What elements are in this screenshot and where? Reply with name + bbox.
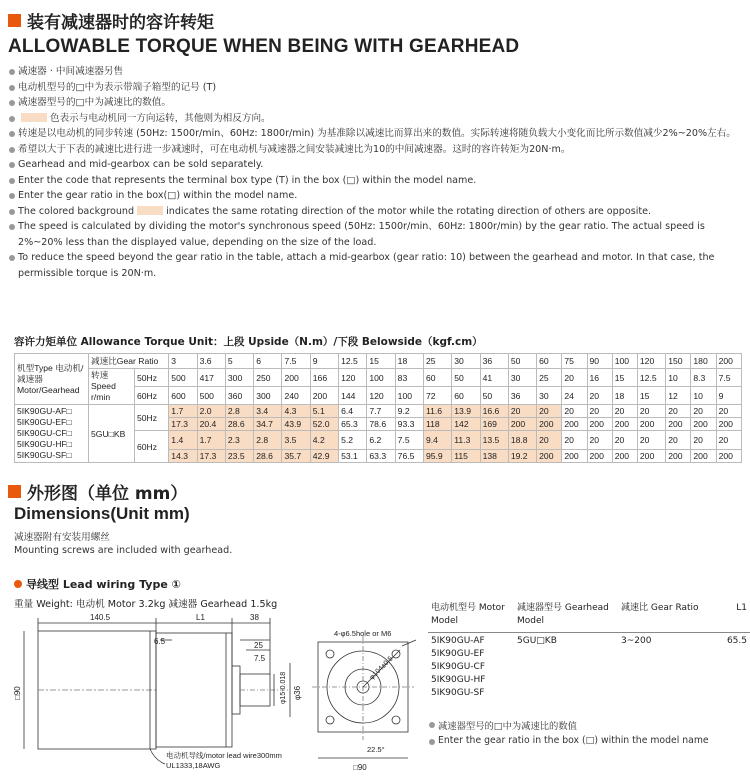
speed-cell: 50 xyxy=(480,387,508,405)
torque-cell: 20 xyxy=(612,405,637,418)
torque-cell: 18.8 xyxy=(508,431,536,450)
speed-cell: 18 xyxy=(612,387,637,405)
speed-cell: 250 xyxy=(254,369,282,387)
speed-cell: 10 xyxy=(691,387,716,405)
dim-25: 25 xyxy=(254,641,263,650)
ratio-cell: 5 xyxy=(225,354,253,369)
motor-model: 5IK90GU-CF xyxy=(431,661,486,672)
torque-cell: 2.3 xyxy=(225,431,253,450)
ratio-cell: 36 xyxy=(480,354,508,369)
torque-cell: 2.8 xyxy=(254,431,282,450)
torque-cell: 20 xyxy=(666,405,691,418)
torque-cell: 52.0 xyxy=(310,418,338,431)
title-en: ALLOWABLE TORQUE WHEN BEING WITH GEARHEAD xyxy=(8,36,520,57)
speed-cell: 12 xyxy=(666,387,691,405)
hz-50: 50Hz xyxy=(135,405,169,431)
speed-cell: 200 xyxy=(282,369,310,387)
motor-model: 5IK90GU-HF xyxy=(431,674,486,685)
speed-cell: 300 xyxy=(254,387,282,405)
torque-cell: 5.1 xyxy=(310,405,338,418)
torque-cell: 14.3 xyxy=(169,450,197,463)
ratio-cell: 30 xyxy=(452,354,480,369)
torque-cell: 200 xyxy=(508,418,536,431)
header-ratio: 减速比Gear Ratio xyxy=(89,354,169,369)
ratio-cell: 180 xyxy=(691,354,716,369)
speed-cell: 60 xyxy=(423,369,451,387)
ul-label: UL1333,18AWG xyxy=(166,761,221,770)
dim-shaft-dia: φ15-0.018 xyxy=(280,671,287,704)
torque-cell: 200 xyxy=(562,450,587,463)
motor-model: 5IK90GU-EF xyxy=(431,648,485,659)
torque-cell: 13.5 xyxy=(480,431,508,450)
ratio-cell: 25 xyxy=(423,354,451,369)
note: Enter the code that represents the terminal box type (T) in the box (□) within the model name. xyxy=(8,173,744,189)
torque-cell: 76.5 xyxy=(395,450,423,463)
speed-cell: 144 xyxy=(339,387,367,405)
gearhead-header: 减速器型号 Gearhead Model xyxy=(514,600,618,632)
speed-cell: 240 xyxy=(282,387,310,405)
speed-cell: 20 xyxy=(587,387,612,405)
torque-cell: 53.1 xyxy=(339,450,367,463)
speed-cell: 200 xyxy=(310,387,338,405)
torque-cell: 2.8 xyxy=(225,405,253,418)
ratio-cell: 18 xyxy=(395,354,423,369)
note: 减速器型号的□中为减速比的数值 xyxy=(428,718,577,732)
gearhead-model: 5GU□KB xyxy=(517,635,557,646)
l1-header: L1 xyxy=(708,600,750,632)
dim-note-cn: 减速器附有安装用螺丝 xyxy=(14,532,110,543)
note-text: 色表示与电动机同一方向运转，其他则为相反方向。 xyxy=(50,112,271,124)
torque-cell: 19.2 xyxy=(508,450,536,463)
weight: 重量 Weight: 电动机 Motor 3.2kg 减速器 Gearhead 1.5kg xyxy=(14,599,278,610)
note: 希望以大于下表的减速比进行进一步减速时，可在电动机与减速器之间安装减速比为10的中间减速器。这时的容许转矩为20N·m。 xyxy=(8,142,744,158)
torque-cell: 20 xyxy=(537,431,562,450)
dim-l1: L1 xyxy=(196,613,205,622)
torque-cell: 17.3 xyxy=(169,418,197,431)
gearhead-body xyxy=(156,633,232,747)
note: 减速器 · 中间减速器另售 xyxy=(8,64,744,80)
speed-cell: 20 xyxy=(562,369,587,387)
model-table xyxy=(428,600,750,702)
speed-cell: 50 xyxy=(452,369,480,387)
ratio-cell: 15 xyxy=(367,354,395,369)
torque-cell: 65.3 xyxy=(339,418,367,431)
torque-cell: 11.3 xyxy=(452,431,480,450)
ratio-cell: 150 xyxy=(666,354,691,369)
torque-cell: 118 xyxy=(423,418,451,431)
torque-cell: 43.9 xyxy=(282,418,310,431)
torque-cell: 23.5 xyxy=(225,450,253,463)
torque-cell: 20 xyxy=(691,431,716,450)
motor-list xyxy=(428,632,514,702)
speed-cell: 100 xyxy=(367,369,395,387)
model-note-en xyxy=(428,735,709,746)
speed-cell: 15 xyxy=(612,369,637,387)
ratio-cell: 90 xyxy=(587,354,612,369)
torque-cell: 95.9 xyxy=(423,450,451,463)
torque-cell: 11.6 xyxy=(423,405,451,418)
torque-cell: 200 xyxy=(666,450,691,463)
pcd-label: φ104±0.5 xyxy=(368,655,395,682)
torque-cell: 35.7 xyxy=(282,450,310,463)
torque-cell: 20 xyxy=(562,431,587,450)
torque-cell: 28.6 xyxy=(254,450,282,463)
dim-6-5: 6.5 xyxy=(154,637,166,646)
lead-type-label: 导线型 Lead wiring Type ① xyxy=(26,578,181,591)
torque-cell: 20 xyxy=(612,431,637,450)
ratio-cell: 120 xyxy=(637,354,665,369)
speed-cell: 500 xyxy=(197,387,225,405)
ratio-cell: 100 xyxy=(612,354,637,369)
torque-cell: 2.0 xyxy=(197,405,225,418)
torque-cell: 6.2 xyxy=(367,431,395,450)
speed-cell: 16 xyxy=(587,369,612,387)
torque-cell: 3.4 xyxy=(254,405,282,418)
speed-cell: 30 xyxy=(537,387,562,405)
ratio-header: 减速比 Gear Ratio xyxy=(618,600,708,632)
torque-cell: 138 xyxy=(480,450,508,463)
note: 转速是以电动机的同步转速 (50Hz: 1500r/min、60Hz: 1800r/min) 为基准除以减速比而算出来的数值。实际转速将随负载大小变化而比所示数值减少2%~20%左右。 xyxy=(8,126,744,142)
hz-60: 60Hz xyxy=(135,387,169,405)
torque-cell: 34.7 xyxy=(254,418,282,431)
torque-cell: 20 xyxy=(508,405,536,418)
torque-cell: 42.9 xyxy=(310,450,338,463)
note: Enter the gear ratio in the box (□) within the model name xyxy=(428,735,709,746)
torque-cell: 4.3 xyxy=(282,405,310,418)
torque-cell: 200 xyxy=(691,418,716,431)
holes-label: 4-φ6.5hole or M6 xyxy=(334,629,392,638)
torque-cell: 200 xyxy=(691,450,716,463)
torque-cell: 200 xyxy=(612,418,637,431)
torque-cell: 200 xyxy=(562,418,587,431)
torque-cell: 6.4 xyxy=(339,405,367,418)
dim-90: □90 xyxy=(13,686,22,700)
dim-7-5: 7.5 xyxy=(254,654,266,663)
speed-cell: 60 xyxy=(452,387,480,405)
ratio-cell: 200 xyxy=(716,354,741,369)
torque-cell: 1.7 xyxy=(169,405,197,418)
torque-cell: 200 xyxy=(587,418,612,431)
torque-cell: 16.6 xyxy=(480,405,508,418)
wire-label: 电动机导线/motor lead wire300mm xyxy=(166,751,282,760)
torque-cell: 9.4 xyxy=(423,431,451,450)
torque-cell: 9.2 xyxy=(395,405,423,418)
motor-model: 5IK90GU-SF xyxy=(431,687,485,698)
angle-label: 22.5° xyxy=(367,745,385,754)
dim-note-en: Mounting screws are included with gearhead. xyxy=(14,545,233,556)
torque-cell: 20 xyxy=(691,405,716,418)
torque-cell: 63.3 xyxy=(367,450,395,463)
header-speed: 转速Speed r/min xyxy=(89,369,135,405)
note-text: The colored background xyxy=(18,205,135,217)
torque-cell: 200 xyxy=(716,418,741,431)
torque-cell: 3.5 xyxy=(282,431,310,450)
torque-cell: 17.3 xyxy=(197,450,225,463)
torque-cell: 20 xyxy=(637,405,665,418)
gear-ratio: 3~200 xyxy=(621,635,652,646)
torque-cell: 200 xyxy=(637,450,665,463)
torque-cell: 20 xyxy=(537,405,562,418)
dim-38: 38 xyxy=(250,613,259,622)
speed-cell: 24 xyxy=(562,387,587,405)
torque-cell: 1.4 xyxy=(169,431,197,450)
torque-cell: 200 xyxy=(637,418,665,431)
speed-cell: 36 xyxy=(508,387,536,405)
title-cn: 装有减速器时的容许转矩 xyxy=(27,13,214,33)
hz-60: 60Hz xyxy=(135,431,169,463)
speed-cell: 41 xyxy=(480,369,508,387)
note: Enter the gear ratio in the box(□) within the model name. xyxy=(8,188,744,204)
torque-cell: 115 xyxy=(452,450,480,463)
title-en: Dimensions(Unit mm) xyxy=(14,504,190,523)
motor-models: 5IK90GU-AF□ 5IK90GU-EF□ 5IK90GU-CF□ 5IK90GU-HF□ 5IK90GU-SF□ xyxy=(15,405,89,463)
note: Gearhead and mid-gearbox can be sold separately. xyxy=(8,157,744,173)
torque-cell: 200 xyxy=(587,450,612,463)
torque-cell: 200 xyxy=(537,450,562,463)
torque-cell: 93.3 xyxy=(395,418,423,431)
speed-cell: 25 xyxy=(537,369,562,387)
torque-cell: 200 xyxy=(537,418,562,431)
torque-cell: 7.7 xyxy=(367,405,395,418)
ratio-cell: 7.5 xyxy=(282,354,310,369)
speed-cell: 100 xyxy=(395,387,423,405)
torque-cell: 4.2 xyxy=(310,431,338,450)
l1-value: 65.5 xyxy=(726,635,747,646)
note-text: indicates the same rotating direction of the motor while the rotating direction of others are opposite. xyxy=(166,205,652,217)
ratio-cell: 3.6 xyxy=(197,354,225,369)
torque-cell: 200 xyxy=(612,450,637,463)
speed-cell: 10 xyxy=(666,369,691,387)
torque-cell: 28.6 xyxy=(225,418,253,431)
title-cn: 外形图（单位 mm） xyxy=(27,484,188,504)
gearhead-model: 5GU□KB xyxy=(89,405,135,463)
speed-cell: 15 xyxy=(637,387,665,405)
speed-cell: 120 xyxy=(367,387,395,405)
note: 电动机型号的□中为表示带端子箱型的记号 (T) xyxy=(8,80,744,96)
header-model: 机型Type 电动机/减速器 Motor/Gearhead xyxy=(15,354,89,405)
torque-table-title: 容许力矩单位 Allowance Torque Unit：上段 Upside（N.m）/下段 Belowside（kgf.cm） xyxy=(14,336,483,348)
ratio-cell: 3 xyxy=(169,354,197,369)
hz-50: 50Hz xyxy=(135,369,169,387)
speed-cell: 9 xyxy=(716,387,741,405)
ratio-cell: 75 xyxy=(562,354,587,369)
model-note-cn xyxy=(428,718,577,732)
speed-cell: 120 xyxy=(339,369,367,387)
speed-cell: 300 xyxy=(225,369,253,387)
ratio-cell: 12.5 xyxy=(339,354,367,369)
dim-140-5: 140.5 xyxy=(90,613,111,622)
torque-cell: 20 xyxy=(562,405,587,418)
speed-cell: 12.5 xyxy=(637,369,665,387)
torque-cell: 20 xyxy=(716,431,741,450)
speed-cell: 600 xyxy=(169,387,197,405)
speed-cell: 360 xyxy=(225,387,253,405)
torque-cell: 1.7 xyxy=(197,431,225,450)
note: To reduce the speed beyond the gear ratio in the table, attach a mid-gearbox (gear ratio: 10) between the gearhead and motor. In that case, the permissible torque is 20N·m. xyxy=(8,250,744,281)
ratio-cell: 6 xyxy=(254,354,282,369)
motor-model: 5IK90GU-AF xyxy=(431,635,485,646)
torque-cell: 20 xyxy=(637,431,665,450)
speed-cell: 166 xyxy=(310,369,338,387)
torque-cell: 13.9 xyxy=(452,405,480,418)
dim-90b: □90 xyxy=(353,763,367,772)
dim-36: φ36 xyxy=(293,685,302,700)
speed-cell: 72 xyxy=(423,387,451,405)
note: 减速器型号的□中为减速比的数值。 xyxy=(8,95,744,111)
ratio-cell: 50 xyxy=(508,354,536,369)
torque-cell: 5.2 xyxy=(339,431,367,450)
ratio-cell: 9 xyxy=(310,354,338,369)
torque-cell: 7.5 xyxy=(395,431,423,450)
note: The speed is calculated by dividing the motor's synchronous speed (50Hz: 1500r/min、60Hz: 1800r/min) by the gear ratio. The actual speed is 2%~20% less than the displayed value, depending on the size of the load. xyxy=(8,219,744,250)
torque-cell: 78.6 xyxy=(367,418,395,431)
model-header: 电动机型号 Motor Model xyxy=(428,600,514,632)
torque-cell: 20 xyxy=(666,431,691,450)
speed-cell: 417 xyxy=(197,369,225,387)
ratio-cell: 60 xyxy=(537,354,562,369)
torque-cell: 169 xyxy=(480,418,508,431)
torque-cell: 20 xyxy=(716,405,741,418)
torque-cell: 20.4 xyxy=(197,418,225,431)
speed-cell: 30 xyxy=(508,369,536,387)
speed-cell: 83 xyxy=(395,369,423,387)
torque-cell: 200 xyxy=(716,450,741,463)
speed-cell: 7.5 xyxy=(716,369,741,387)
speed-cell: 500 xyxy=(169,369,197,387)
torque-cell: 20 xyxy=(587,431,612,450)
torque-cell: 142 xyxy=(452,418,480,431)
torque-cell: 20 xyxy=(587,405,612,418)
torque-cell: 200 xyxy=(666,418,691,431)
speed-cell: 8.3 xyxy=(691,369,716,387)
